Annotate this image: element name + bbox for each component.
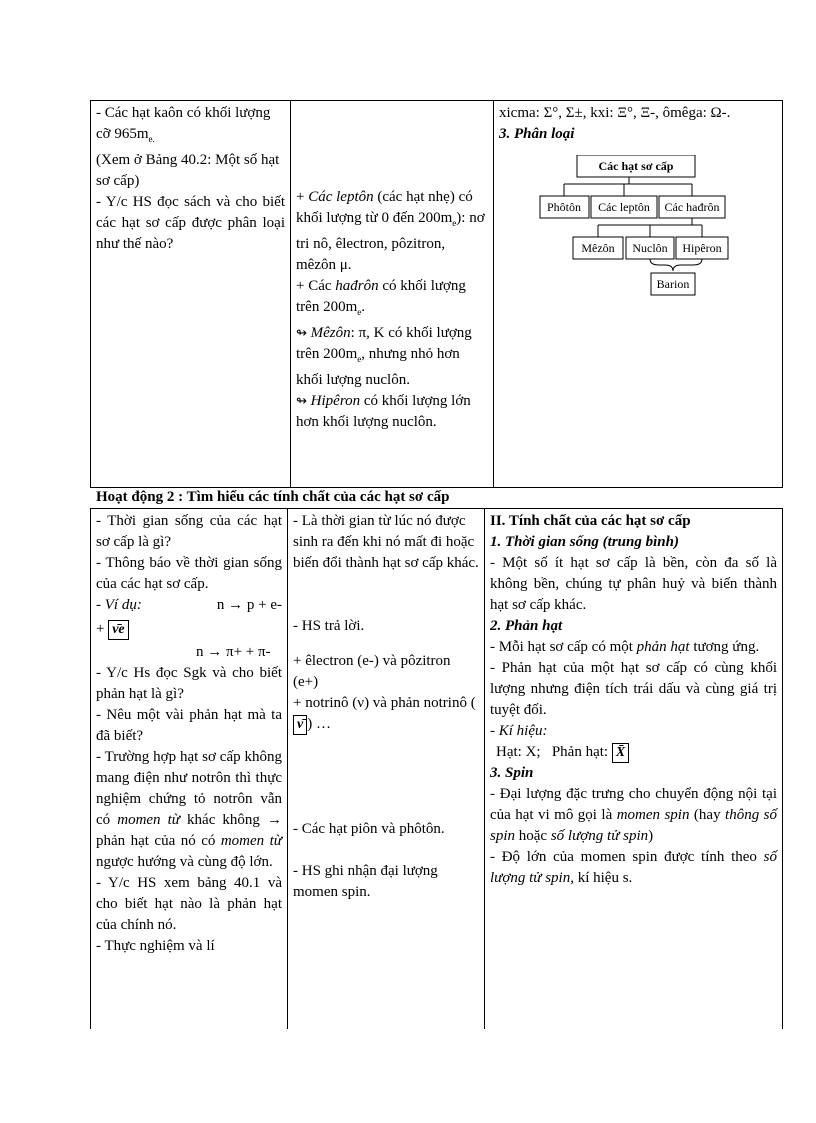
- lepton-text: + Các leptôn (các hạt nhẹ) có khối lượng từ 0 đến $200m_e$): nơ tri nô, êlectron, pôzitron, mêzôn μ.: [296, 189, 485, 273]
- spin-note: - HS ghi nhận đại lượng momen spin.: [293, 863, 438, 900]
- antiparticle-content: - Mỗi hạt sơ cấp có một phản hạt tương ứng.: [490, 639, 760, 655]
- diagram-root-label: Các hạt sơ cấp: [598, 159, 674, 173]
- arrow-bullet-icon: ↬: [296, 394, 307, 409]
- self-antiparticle-question: - Y/c HS xem bảng 40.1 và cho biết hạt nào là phản hạt của chính nó.: [96, 875, 282, 933]
- teacher-activity-cell: [91, 101, 291, 488]
- section-title-classification: 3. Phân loại: [499, 126, 575, 142]
- student-activity-cell: [288, 509, 485, 1029]
- section-title-antiparticle: 2. Phản hạt: [490, 618, 563, 634]
- diagram-level1-label: Các hađrôn: [664, 200, 720, 214]
- content-cell: [485, 509, 783, 1029]
- arrow-bullet-icon: ↬: [296, 326, 307, 341]
- diagram-level1-label: Các leptôn: [598, 200, 650, 214]
- section-title-lifetime: 1. Thời gian sống (trung bình): [490, 534, 679, 550]
- pion-photon-answer: - Các hạt piôn và phôtôn.: [293, 821, 445, 837]
- diagram-level2-label: Nuclôn: [632, 241, 668, 255]
- mezon-text: ↬ Mêzôn: π, K có khối lượng trên $200m_e$, nhưng nhỏ hơn khối lượng nuclôn.: [296, 325, 472, 388]
- activity-heading: Hoạt động 2 : Tìm hiểu các tính chất của các hạt sơ cấp: [96, 489, 450, 505]
- antiparticle-property: - Phản hạt của một hạt sơ cấp có cùng khối lượng nhưng điện tích trái dấu và cùng giá trị tuyệt đối.: [490, 660, 777, 718]
- antiparticle-question: - Y/c Hs đọc Sgk và cho biết phản hạt là gì?: [96, 665, 282, 702]
- student-answer: - HS trả lời.: [293, 618, 365, 634]
- content-cell: [494, 101, 783, 488]
- hiperon-text: ↬ Hipêron có khối lượng lớn hơn khối lượng nuclôn.: [296, 393, 471, 430]
- diagram-level1-label: Phôtôn: [546, 200, 582, 214]
- electron-positron-answer: + êlectron (e-) và pôzitron (e+): [293, 653, 451, 690]
- experiment-text: - Thực nghiệm và lí: [96, 938, 215, 954]
- symbol-label: - Kí hiệu:: [490, 723, 548, 739]
- antineutrino-symbol: ν̄e: [108, 620, 128, 640]
- neutron-moment-text: - Trường hợp hạt sơ cấp không mang điện như notrôn thì thực nghiệm chứng tỏ notrôn vẫn có momen từ khác không → phản hạt của nó có momen từ ngược hướng và cùng độ lớn.: [96, 749, 282, 870]
- classification-question: - Y/c HS đọc sách và cho biết các hạt sơ cấp được phân loại như thế nào?: [96, 194, 285, 252]
- lifetime-answer: - Là thời gian từ lúc nó được sinh ra đến khi nó mất đi hoặc biến đổi thành hạt sơ cấp khác.: [293, 513, 479, 571]
- section-title-spin: 3. Spin: [490, 765, 534, 781]
- diagram-level2-label: Hipêron: [682, 241, 722, 255]
- activity-table-1: [90, 100, 783, 488]
- student-activity-cell: [291, 101, 494, 488]
- spin-content: - Đại lượng đặc trưng cho chuyển động nội tại của hạt vi mô gọi là momen spin (hay thông số spin hoặc số lượng tử spin): [490, 786, 777, 844]
- kaon-mass-text: - Các hạt kaôn có khối lượng cỡ $965m_{e.}$: [96, 105, 271, 144]
- symbol-line: Hạt: X; Phản hạt: X̄: [490, 742, 777, 763]
- antiparticle-symbol: X̄: [612, 743, 629, 763]
- section-title-properties: II. Tính chất của các hạt sơ cấp: [490, 513, 691, 529]
- table-reference: (Xem ở Bảng 40.2: Một số hạt sơ cấp): [96, 152, 280, 189]
- example-equation-1-cont: + ν̄e: [96, 619, 282, 640]
- neutrino-answer: + notrinô (ν) và phản notrinô (ν̄ ) …: [293, 693, 479, 735]
- teacher-activity-cell: [91, 509, 288, 1029]
- diagram-group-label: Barion: [656, 277, 690, 291]
- lifetime-info: - Thông báo về thời gian sống của các hạt sơ cấp.: [96, 555, 282, 592]
- activity-table-2: [90, 508, 783, 1029]
- spin-magnitude: - Độ lớn của momen spin được tính theo số lượng tử spin, kí hiệu s.: [490, 849, 777, 886]
- xicma-text: xicma: Σ°, Σ±, kxi: Ξ°, Ξ-, ômêga: Ω-.: [499, 105, 731, 121]
- lifetime-content: - Một số ít hạt sơ cấp là bền, còn đa số là không bền, chúng tự phân huỷ và biến thành hạt sơ cấp khác.: [490, 555, 777, 613]
- lifetime-question: - Thời gian sống của các hạt sơ cấp là gì?: [96, 513, 282, 550]
- antineutrino-symbol: ν̄: [293, 715, 307, 735]
- example-equation-1: - Ví dụ: n → p + e-: [96, 597, 282, 613]
- classification-diagram: [499, 155, 769, 315]
- known-antiparticles-question: - Nêu một vài phản hạt mà ta đã biết?: [96, 707, 282, 744]
- hadron-text: + Các hađrôn có khối lượng trên $200m_e$.: [296, 278, 466, 317]
- example-equation-2: n → π+ + π-: [196, 644, 271, 660]
- diagram-level2-label: Mêzôn: [581, 241, 615, 255]
